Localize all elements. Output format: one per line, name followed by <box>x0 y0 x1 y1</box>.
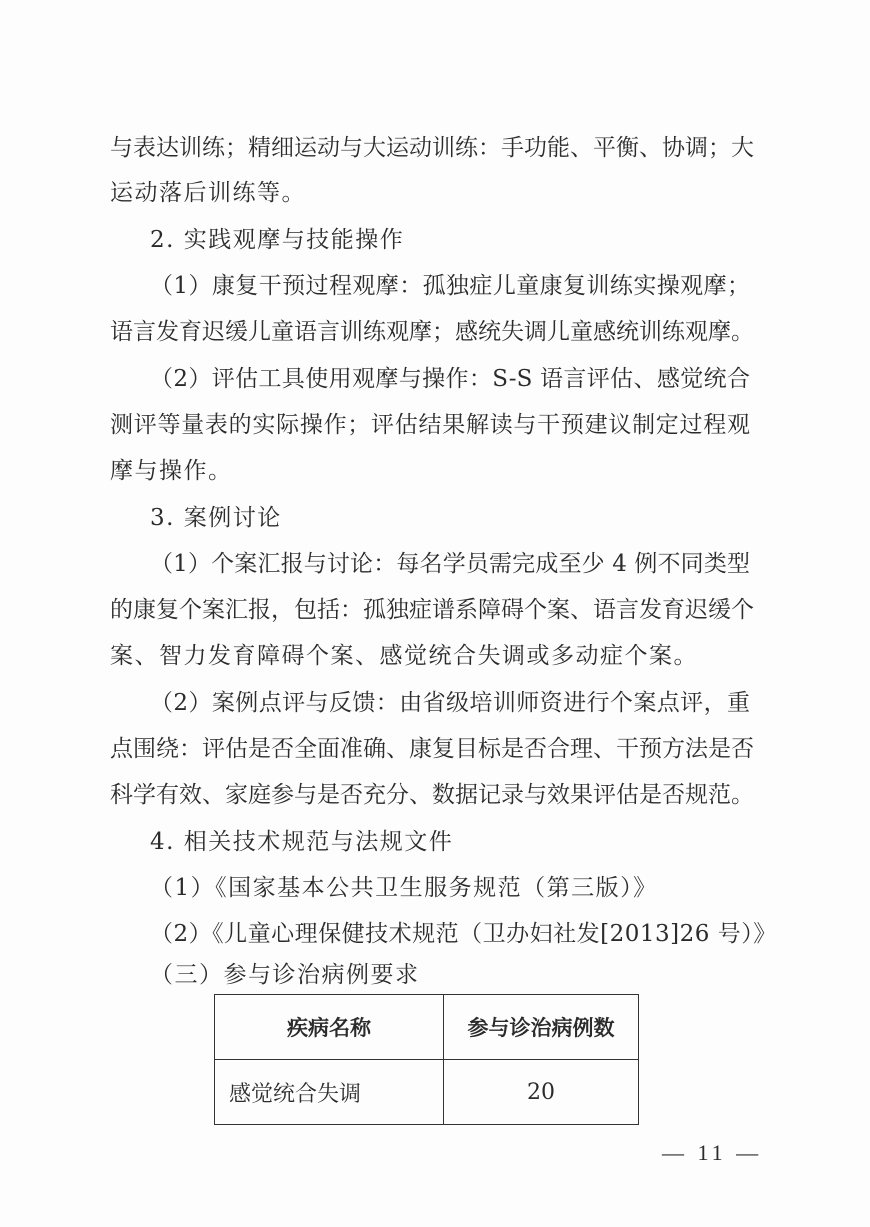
paragraph-line: 语言发育迟缓儿童语言训练观摩；感统失调儿童感统训练观摩。 <box>110 319 754 345</box>
paragraph-line: （1）康复干预过程观摩：孤独症儿童康复训练实操观摩； <box>150 273 750 299</box>
table-header-cell: 参与诊治病例数 <box>444 995 639 1060</box>
paragraph-line: （2）评估工具使用观摩与操作：S-S 语言评估、感觉统合 <box>150 366 750 392</box>
paragraph-line: 点围绕：评估是否全面准确、康复目标是否合理、干预方法是否 <box>110 736 754 762</box>
paragraph-line: 与表达训练；精细运动与大运动训练：手功能、平衡、协调；大 <box>110 135 754 161</box>
paragraph-line: 科学有效、家庭参与是否充分、数据记录与效果评估是否规范。 <box>110 782 754 808</box>
table-cell: 20 <box>444 1060 639 1125</box>
table-header-cell: 疾病名称 <box>215 995 444 1060</box>
table-header-row <box>215 995 639 1060</box>
case-requirement-table <box>214 994 639 1125</box>
table-cell: 感觉统合失调 <box>215 1060 444 1125</box>
section-heading: 3. 案例讨论 <box>150 505 282 531</box>
paragraph-line: （2）案例点评与反馈：由省级培训师资进行个案点评，重 <box>150 690 750 716</box>
section-heading: 4. 相关技术规范与法规文件 <box>150 829 454 855</box>
reference-item: （1）《国家基本公共卫生服务规范（第三版）》 <box>150 875 658 901</box>
reference-item: （2）《儿童心理保健技术规范（卫办妇社发[2013]26 号）》 <box>150 921 777 947</box>
paragraph-line: （1）个案汇报与讨论：每名学员需完成至少 4 例不同类型 <box>150 551 750 577</box>
paragraph-line: 测评等量表的实际操作；评估结果解读与干预建议制定过程观 <box>110 412 750 438</box>
paragraph-line: 的康复个案汇报，包括：孤独症谱系障碍个案、语言发育迟缓个 <box>110 597 754 623</box>
paragraph-line: 运动落后训练等。 <box>110 180 306 206</box>
page-number: — 11 — <box>662 1140 763 1165</box>
table-row <box>215 1060 639 1125</box>
paragraph-line: 案、智力发育障碍个案、感觉统合失调或多动症个案。 <box>110 643 698 669</box>
section-heading: 2. 实践观摩与技能操作 <box>150 227 405 253</box>
paragraph-line: 摩与操作。 <box>110 458 233 484</box>
section-heading: （三）参与诊治病例要求 <box>150 962 420 988</box>
